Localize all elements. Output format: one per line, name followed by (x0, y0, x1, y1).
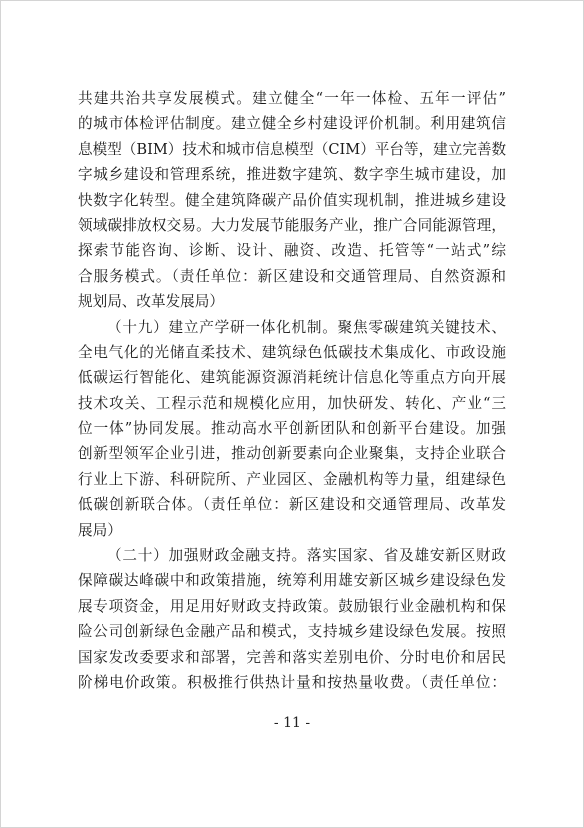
paragraph-start-line: （十九）建立产学研一体化机制。聚焦零碳建筑关键技术、 (107, 318, 506, 336)
text-line: 共建共治共享发展模式。建立健全“一年一体检、五年一评估” (78, 90, 506, 107)
text-line: 行业上下游、科研院所、产业园区、金融机构等力量，组建绿色 (78, 470, 506, 488)
text-line: 息模型（BIM）技术和城市信息模型（CIM）平台等，建立完善数 (78, 140, 507, 158)
text-line: 展局） (78, 521, 122, 539)
text-line: 规划局、改革发展局） (78, 293, 224, 311)
text-line: 国家发改委要求和部署，完善和落实差别电价、分时电价和居民 (78, 648, 506, 666)
text-line: 保障碳达峰碳中和政策措施，统筹利用雄安新区城乡建设绿色发 (78, 572, 506, 590)
page-number: - 11 - (273, 715, 311, 731)
document-body (78, 86, 506, 695)
text-line: 技术攻关、工程示范和规模化应用，加快研发、转化、产业“三 (78, 394, 506, 412)
text-line: 阶梯电价政策。积极推行供热计量和按热量收费。（责任单位： (78, 673, 506, 691)
text-line: 全电气化的光储直柔技术、建筑绿色低碳技术集成化、市政设施 (78, 343, 506, 361)
text-line: 展专项资金，用足用好财政支持政策。鼓励银行业金融机构和保 (78, 597, 506, 615)
text-line: 合服务模式。（责任单位：新区建设和交通管理局、自然资源和 (78, 267, 506, 285)
paragraph-start-line: （二十）加强财政金融支持。落实国家、省及雄安新区财政 (107, 547, 506, 565)
text-line: 险公司创新绿色金融产品和模式，支持城乡建设绿色发展。按照 (78, 623, 506, 641)
text-line: 位一体”协同发展。推动高水平创新团队和创新平台建设。加强 (78, 420, 506, 438)
text-line: 的城市体检评估制度。建立健全乡村建设评价机制。利用建筑信 (78, 115, 506, 133)
text-line: 低碳运行智能化、建筑能源资源消耗统计信息化等重点方向开展 (78, 369, 506, 387)
text-line: 低碳创新联合体。（责任单位：新区建设和交通管理局、改革发 (78, 496, 506, 514)
text-line: 创新型领军企业引进，推动创新要素向企业聚集，支持企业联合 (78, 445, 506, 463)
text-line: 快数字化转型。健全建筑降碳产品价值实现机制，推进城乡建设 (78, 191, 506, 209)
text-line: 领域碳排放权交易。大力发展节能服务产业，推广合同能源管理， (78, 216, 506, 234)
text-line: 字城乡建设和管理系统，推进数字建筑、数字孪生城市建设，加 (78, 166, 506, 184)
text-line: 探索节能咨询、诊断、设计、融资、改造、托管等“一站式”综 (78, 242, 506, 260)
